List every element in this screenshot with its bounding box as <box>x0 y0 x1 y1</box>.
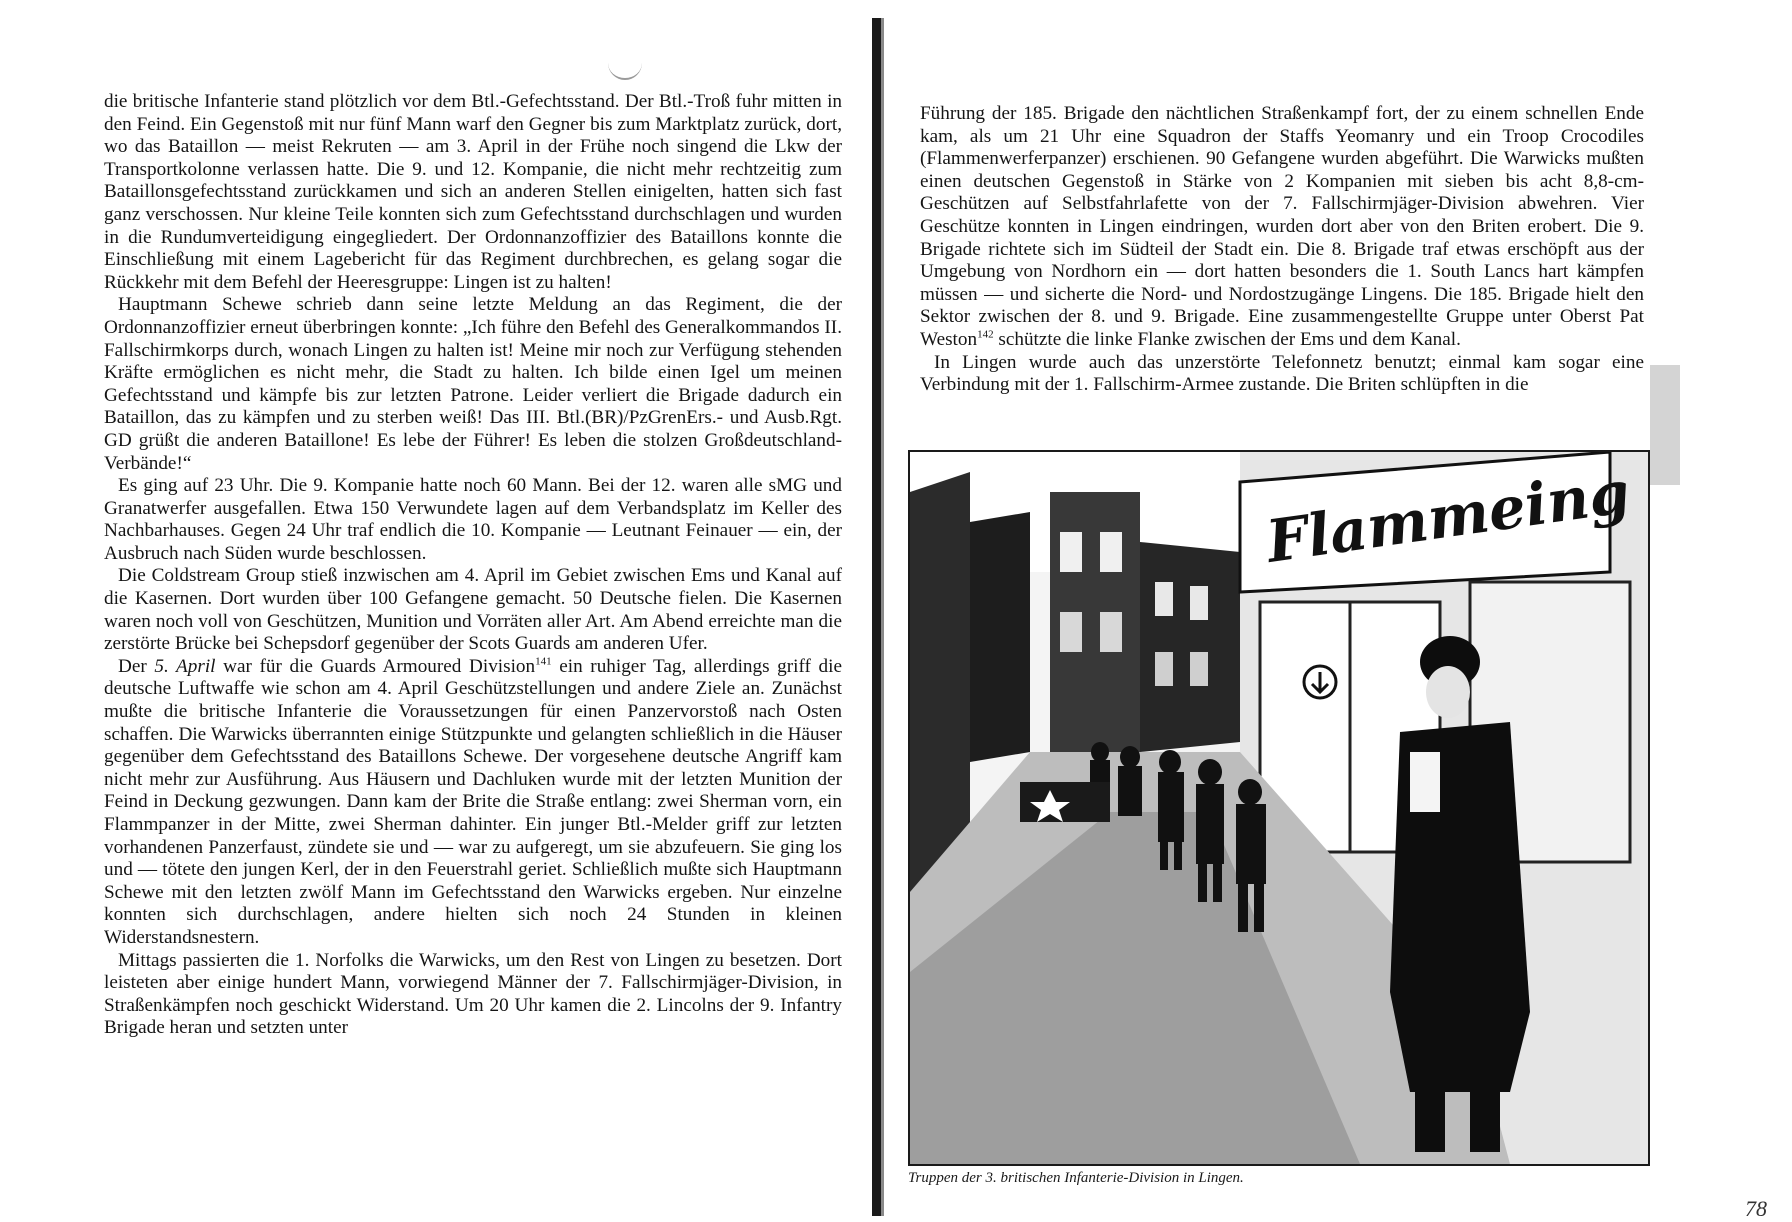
left-page-text <box>104 91 842 1040</box>
photo-illustration <box>910 452 1648 1164</box>
date-italic: 5. April <box>154 655 216 677</box>
paragraph-middle: war für die Guards Armoured Division <box>215 655 536 677</box>
paragraph <box>920 103 1644 352</box>
footnote-marker: 141 <box>535 655 552 668</box>
paragraph: Die Coldstream Group stieß inzwischen am 4. April im Gebiet zwischen Ems und Kanal auf die Kasernen. Dort wurden über 100 Gefangene gemacht. 50 Deutsche fielen. Die Kasernen waren noch voll von Geschützen, Munition und Vorräten aller Art. Am Abend erreichte man die zerstörte Brücke bei Schepsdorf gegenüber der Scots Guards am anderen Ufer. <box>104 565 842 655</box>
paragraph <box>104 656 842 950</box>
paragraph-end: ein ruhiger Tag, allerdings griff die deutsche Luftwaffe wie schon am 4. April Geschützstellungen und andere Ziele an. Zunächst mußte die britische Infanterie die Voraussetzungen für einen Panzervorstoß nach Osten schaffen. Die Warwicks überrannten einige Stützpunkte und gelangten schließlich in die Häuser gegenüber dem Gefechtsstand des Bataillons Schewe. Der vorgesehene deutsche Angriff kam nicht mehr zur Ausführung. Aus Häusern und Dachluken wurde mit der letzten Munition der Feind in Deckung gezwungen. Dann kam der Brite die Straße entlang: zwei Sherman vorn, ein Flammpanzer in der Mitte, zwei Sherman dahinter. Ein junger Btl.-Melder griff zur letzten vorhandenen Panzerfaust, zündete sie und — war zu aufgeregt, um sie abzufeuern. Sie ging los und — tötete den jungen Kerl, der in den Feuerstrahl geriet. Schließlich mußte sich Hauptmann Schewe mit den letzten zwölf Mann im Gefechtsstand den Warwicks ergeben. Nur einzelne konnten sich durchschlagen, andere hielten sich noch 24 Stunden in kleinen Widerstandsnestern. <box>104 655 842 948</box>
paragraph-end: schützte die linke Flanke zwischen der Ems und dem Kanal. <box>993 328 1461 350</box>
photo-caption: Truppen der 3. britischen Infanterie-Division in Lingen. <box>908 1170 1244 1186</box>
paragraph: die britische Infanterie stand plötzlich vor dem Btl.-Gefechtsstand. Der Btl.-Troß fuhr mitten in den Feind. Ein Gegenstoß mit nur fünf Mann warf den Gegner bis zum Marktplatz zurück, dort, wo das Bataillon — meist Rekruten — am 3. April in der Frühe noch singend die Lkw der Transportkolonne verlassen hatte. Die 9. und 12. Kompanie, die nicht mehr rechtzeitig zum Bataillonsgefechtsstand zurückkamen und sich an anderen Stellen einigelten, hatten sich fast ganz verschossen. Nur kleine Teile konnten sich zum Gefechtsstand durchschlagen und wurden in die Rundumverteidigung eingegliedert. Der Ordonnanzoffizier des Bataillons konnte die Einschließung mit einem Lagebericht für das Regiment durchbrechen, es gelang sogar die Rückkehr mit dem Befehl der Heeresgruppe: Lingen ist zu halten! <box>104 91 842 293</box>
street-photo <box>908 450 1650 1166</box>
paragraph: Mittags passierten die 1. Norfolks die Warwicks, um den Rest von Lingen zu besetzen. Dort leisteten aber einige hundert Mann, vorwiegend Männer der 7. Fallschirmjäger-Division, in Straßenkämpfen noch geschickt Widerstand. Um 20 Uhr kamen die 2. Lincolns der 9. Infantry Brigade heran und setzten unter <box>104 949 842 1039</box>
shop-sign: Flammeing <box>1262 457 1634 576</box>
book-spine <box>872 18 881 1216</box>
paragraph-start: Führung der 185. Brigade den nächtlichen Straßenkampf fort, der zu einem schnellen Ende kam, als um 21 Uhr eine Squadron der Staffs Yeomanry und ein Troop Crocodiles (Flammenwerferpanzer) erschienen. 90 Gefangene wurden abgeführt. Die Warwicks mußten einen deutschen Gegenstoß in Stärke von 2 Kompanien mit sieben bis acht 8,8-cm-Geschützen auf Selbstfahrlafette von der 7. Fallschirmjäger-Division abwehren. Vier Geschütze konnten in Lingen eindringen, wurden dort aber von den Briten erobert. Die 9. Brigade richtete sich im Südteil der Stadt ein. Die 8. Brigade traf etwas erschöpft aus der Umgebung von Nordhorn ein — dort hatten besonders die 1. South Lancs hart kämpfen müssen — und sicherte die Nord- und Nordostzugänge Lingens. Die 185. Brigade hielt den Sektor zwischen der 8. und 9. Brigade. Eine zusammengestellte Gruppe unter Oberst Pat Weston <box>920 103 1644 350</box>
paragraph: Es ging auf 23 Uhr. Die 9. Kompanie hatte noch 60 Mann. Bei der 12. waren alle sMG und Granatwerfer ausgefallen. Etwa 150 Verwundete lagen auf dem Verbandsplatz im Keller des Nachbarhauses. Gegen 24 Uhr traf endlich die 10. Kompanie — Leutnant Feinauer — ein, der Ausbruch nach Süden wurde beschlossen. <box>104 475 842 564</box>
footnote-marker: 142 <box>977 328 994 341</box>
page-number: 78 <box>1745 1196 1767 1221</box>
left-page <box>0 0 870 1216</box>
paragraph-start: Der <box>118 655 155 677</box>
paragraph: In Lingen wurde auch das unzerstörte Telefonnetz benutzt; einmal kam sogar eine Verbindung mit der 1. Fallschirm-Armee zustande. Die Briten schlüpften in die <box>920 351 1644 396</box>
right-page-text <box>920 103 1644 397</box>
punch-mark <box>608 58 642 80</box>
scan-highlight <box>1650 365 1680 485</box>
paragraph: Hauptmann Schewe schrieb dann seine letzte Meldung an das Regiment, die der Ordonnanzoffizier erneut überbringen konnte: „Ich führe den Befehl des Generalkommandos II. Fallschirmkorps durch, wonach Lingen zu halten ist! Meine mir noch zur Verfügung stehenden Kräfte ermöglichen es nicht mehr, die Stadt zu halten. Ich bilde einen Igel um meinen Gefechtsstand und kämpfe bis zur letzten Patrone. Leider verliert die Brigade dadurch ein Bataillon, das zu kämpfen und zu sterben weiß! Das III. Btl.(BR)/PzGrenErs.- und Ausb.Rgt. GD grüßt die anderen Bataillone! Es lebe der Führer! Es leben die stolzen Großdeutschland-Verbände!“ <box>104 294 842 474</box>
